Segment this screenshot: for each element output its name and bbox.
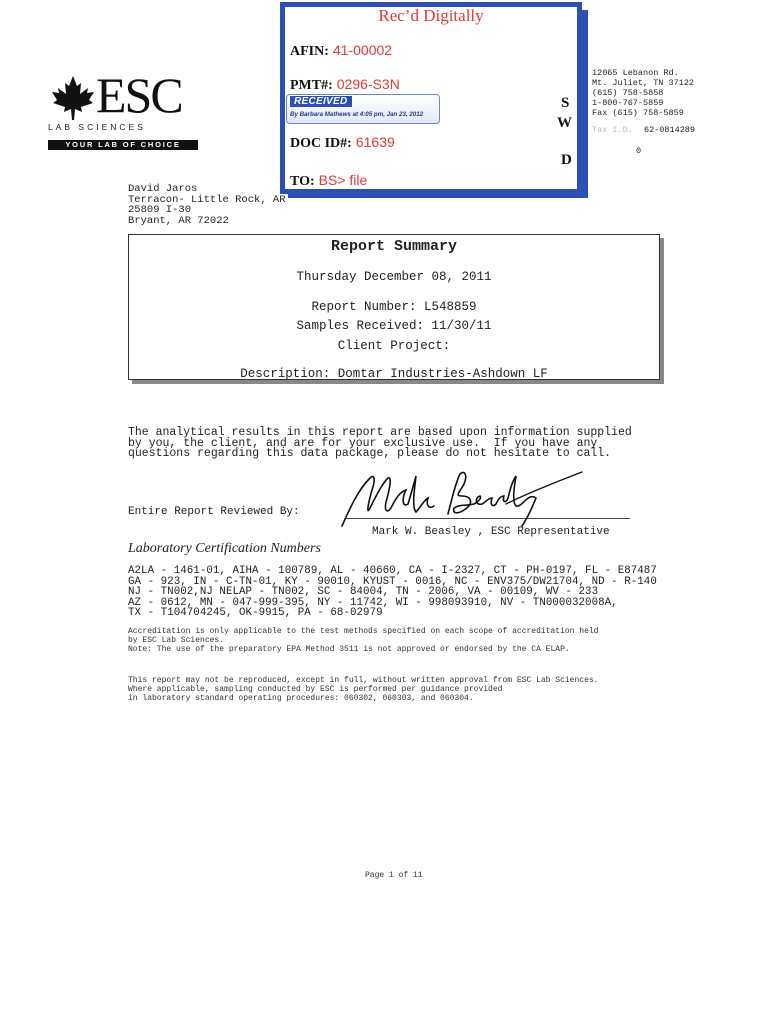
tax-id: 62-0814289 [644, 125, 696, 135]
summary-date: Thursday December 08, 2011 [296, 270, 492, 284]
client-project: Client Project: [337, 339, 451, 353]
stamp-side-s: S [561, 95, 570, 111]
reproduction-note: This report may not be reproduced, except in full, without written approval from ESC Lab Sciences. Where applicable, sampling conducted by ESC is performed per guidance provided in laboratory standard operating procedures: 060302, 060303, and 060304. [128, 676, 599, 703]
certification-heading: Laboratory Certification Numbers [128, 541, 321, 556]
pmt-label: PMT#: [290, 78, 333, 93]
tax-prefix: Tax I.D. [592, 125, 633, 135]
afin-value: 41-00002 [332, 42, 393, 58]
logo-subtitle: LAB SCIENCES [48, 122, 146, 132]
stamp-side-w: W [557, 115, 572, 131]
signer-name: Mark W. Beasley , ESC Representative [372, 526, 610, 538]
pmt-value: 0296-S3N [336, 76, 400, 92]
docid-row [290, 134, 395, 152]
to-row [290, 172, 367, 190]
signature-image [336, 468, 586, 532]
docid-value: 61639 [355, 134, 395, 150]
received-badge [286, 94, 440, 124]
page-number: Page 1 of 11 [365, 871, 423, 880]
afin-label: AFIN: [290, 44, 329, 59]
logo-tagline: YOUR LAB OF CHOICE [48, 140, 198, 150]
report-number: Report Number: L548859 [311, 300, 477, 314]
samples-received: Samples Received: 11/30/11 [296, 319, 492, 333]
signature-text: Mark Beasley [336, 468, 344, 469]
esc-logo-text: ESC [96, 67, 182, 123]
accreditation-note: Accreditation is only applicable to the test methods specified on each scope of accreditation held by ESC Lab Sciences. Note: The use of the preparatory EPA Method 3511 is not approved or endorsed by the CA ELAP. [128, 627, 599, 654]
project-description: Description: Domtar Industries-Ashdown LF [240, 367, 548, 381]
lab-address: 12065 Lebanon Rd. Mt. Juliet, TN 37122 (615) 758-5858 1-800-767-5859 Fax (615) 758-5859 [592, 68, 695, 118]
stamp-title: Rec’d Digitally [378, 6, 484, 25]
to-label: TO: [290, 174, 315, 189]
stamp-side-d: D [561, 152, 572, 168]
stamp-shadow-right [582, 10, 588, 198]
client-address: David Jaros Terracon- Little Rock, AR 25809 I-30 Bryant, AR 72022 [128, 183, 286, 227]
maple-leaf-icon [50, 74, 96, 122]
certification-numbers: A2LA - 1461-01, AIHA - 100789, AL - 40660, CA - I-2327, CT - PH-0197, FL - E87487 GA - 923, IN - C-TN-01, KY - 90010, KYUST - 0016, NC - ENV375/DW21704, ND - R-140 NJ - TN002,NJ NELAP - TN002, SC - 84004, TN - 2006, VA - 00109, WV - 233 AZ - 0612, MN - 047-999-395, NY - 11742, WI - 998093910, NV - TN000032008A, TX - T104704245, OK-9915, PA - 68-02979 [128, 565, 657, 619]
received-title: RECEIVED [290, 96, 352, 107]
pmt-row [290, 76, 400, 94]
received-by: By Barbara Mathews at 4:05 pm, Jan 23, 2012 [290, 111, 424, 118]
stamp-shadow-bottom [288, 194, 588, 198]
to-value: BS> file [318, 172, 368, 188]
reviewed-by-label: Entire Report Reviewed By: [128, 506, 300, 518]
summary-title: Report Summary [330, 238, 458, 255]
afin-row [290, 42, 392, 60]
est-number: 0 [636, 146, 642, 156]
docid-label: DOC ID#: [290, 136, 352, 151]
intro-paragraph: The analytical results in this report are based upon information supplied by you, the client, and are for your exclusive use. If you have any questions regarding this data package, please do not hesitate to call. [128, 426, 632, 460]
